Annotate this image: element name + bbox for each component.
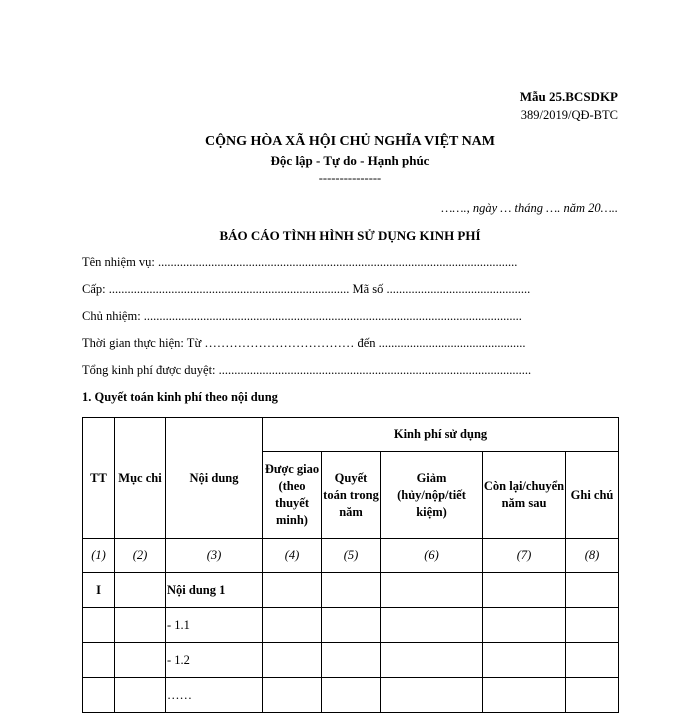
table-row bbox=[83, 643, 619, 678]
table-row bbox=[83, 678, 619, 713]
header-tt: TT bbox=[83, 418, 115, 539]
field-ten-nhiem-vu: Tên nhiệm vụ: ................................................................................................................... bbox=[82, 255, 518, 269]
header-kinh-phi-su-dung: Kinh phí sử dụng bbox=[263, 418, 619, 452]
row-muc-chi bbox=[115, 608, 166, 643]
decision-number: 389/2019/QĐ-BTC bbox=[520, 108, 618, 122]
row-cell bbox=[263, 608, 322, 643]
table-row bbox=[83, 608, 619, 643]
row-cell bbox=[322, 643, 381, 678]
col-number: (4) bbox=[263, 539, 322, 573]
col-number: (2) bbox=[115, 539, 166, 573]
row-cell bbox=[566, 573, 619, 608]
row-tt bbox=[83, 678, 115, 713]
field-cap-ma-so: Cấp: ............................................................................. Mã số .............................................. bbox=[82, 282, 531, 296]
row-cell bbox=[263, 573, 322, 608]
row-cell bbox=[566, 608, 619, 643]
header-duoc-giao: Được giao (theo thuyết minh) bbox=[263, 452, 322, 539]
row-muc-chi bbox=[115, 643, 166, 678]
row-cell bbox=[566, 643, 619, 678]
row-muc-chi bbox=[115, 678, 166, 713]
header-con-lai: Còn lại/chuyển năm sau bbox=[483, 452, 566, 539]
header-giam: Giảm (hủy/nộp/tiết kiệm) bbox=[381, 452, 483, 539]
header-ghi-chu: Ghi chú bbox=[566, 452, 619, 539]
row-cell bbox=[566, 678, 619, 713]
row-cell bbox=[381, 608, 483, 643]
row-tt: I bbox=[83, 573, 115, 608]
header-quyet-toan: Quyết toán trong năm bbox=[322, 452, 381, 539]
col-number: (7) bbox=[483, 539, 566, 573]
col-number: (3) bbox=[166, 539, 263, 573]
row-cell bbox=[263, 678, 322, 713]
row-muc-chi bbox=[115, 573, 166, 608]
header-noi-dung: Nội dung bbox=[166, 418, 263, 539]
col-number: (5) bbox=[322, 539, 381, 573]
form-code: Mẫu 25.BCSDKP bbox=[519, 89, 618, 104]
row-cell bbox=[381, 573, 483, 608]
row-cell bbox=[483, 678, 566, 713]
row-cell bbox=[322, 573, 381, 608]
row-noi-dung: …… bbox=[166, 678, 263, 713]
row-cell bbox=[263, 643, 322, 678]
row-tt bbox=[83, 608, 115, 643]
field-tong-kinh-phi: Tổng kinh phí được duyệt: .................................................................................................... bbox=[82, 363, 532, 377]
date-line: ……., ngày … tháng …. năm 20….. bbox=[441, 201, 618, 215]
field-thoi-gian: Thời gian thực hiện: Từ ……………………………… đến ............................................... bbox=[82, 336, 526, 350]
col-number: (1) bbox=[83, 539, 115, 573]
col-number: (6) bbox=[381, 539, 483, 573]
row-noi-dung: Nội dung 1 bbox=[166, 573, 263, 608]
section-heading: 1. Quyết toán kinh phí theo nội dung bbox=[82, 390, 278, 404]
motto-separator: --------------- bbox=[318, 171, 382, 185]
budget-table bbox=[82, 417, 619, 713]
row-cell bbox=[381, 678, 483, 713]
row-noi-dung: - 1.1 bbox=[166, 608, 263, 643]
column-number-row bbox=[83, 539, 619, 573]
national-motto: Độc lập - Tự do - Hạnh phúc bbox=[270, 153, 430, 168]
row-cell bbox=[322, 678, 381, 713]
report-title: BÁO CÁO TÌNH HÌNH SỬ DỤNG KINH PHÍ bbox=[219, 228, 481, 243]
row-cell bbox=[381, 643, 483, 678]
row-tt bbox=[83, 643, 115, 678]
field-chu-nhiem: Chủ nhiệm: ......................................................................................................................... bbox=[82, 309, 522, 323]
row-cell bbox=[483, 608, 566, 643]
table-row bbox=[83, 573, 619, 608]
country-name: CỘNG HÒA XÃ HỘI CHỦ NGHĨA VIỆT NAM bbox=[204, 134, 495, 149]
row-cell bbox=[483, 643, 566, 678]
col-number: (8) bbox=[566, 539, 619, 573]
row-cell bbox=[322, 608, 381, 643]
header-muc-chi: Mục chi bbox=[115, 418, 166, 539]
row-cell bbox=[483, 573, 566, 608]
row-noi-dung: - 1.2 bbox=[166, 643, 263, 678]
